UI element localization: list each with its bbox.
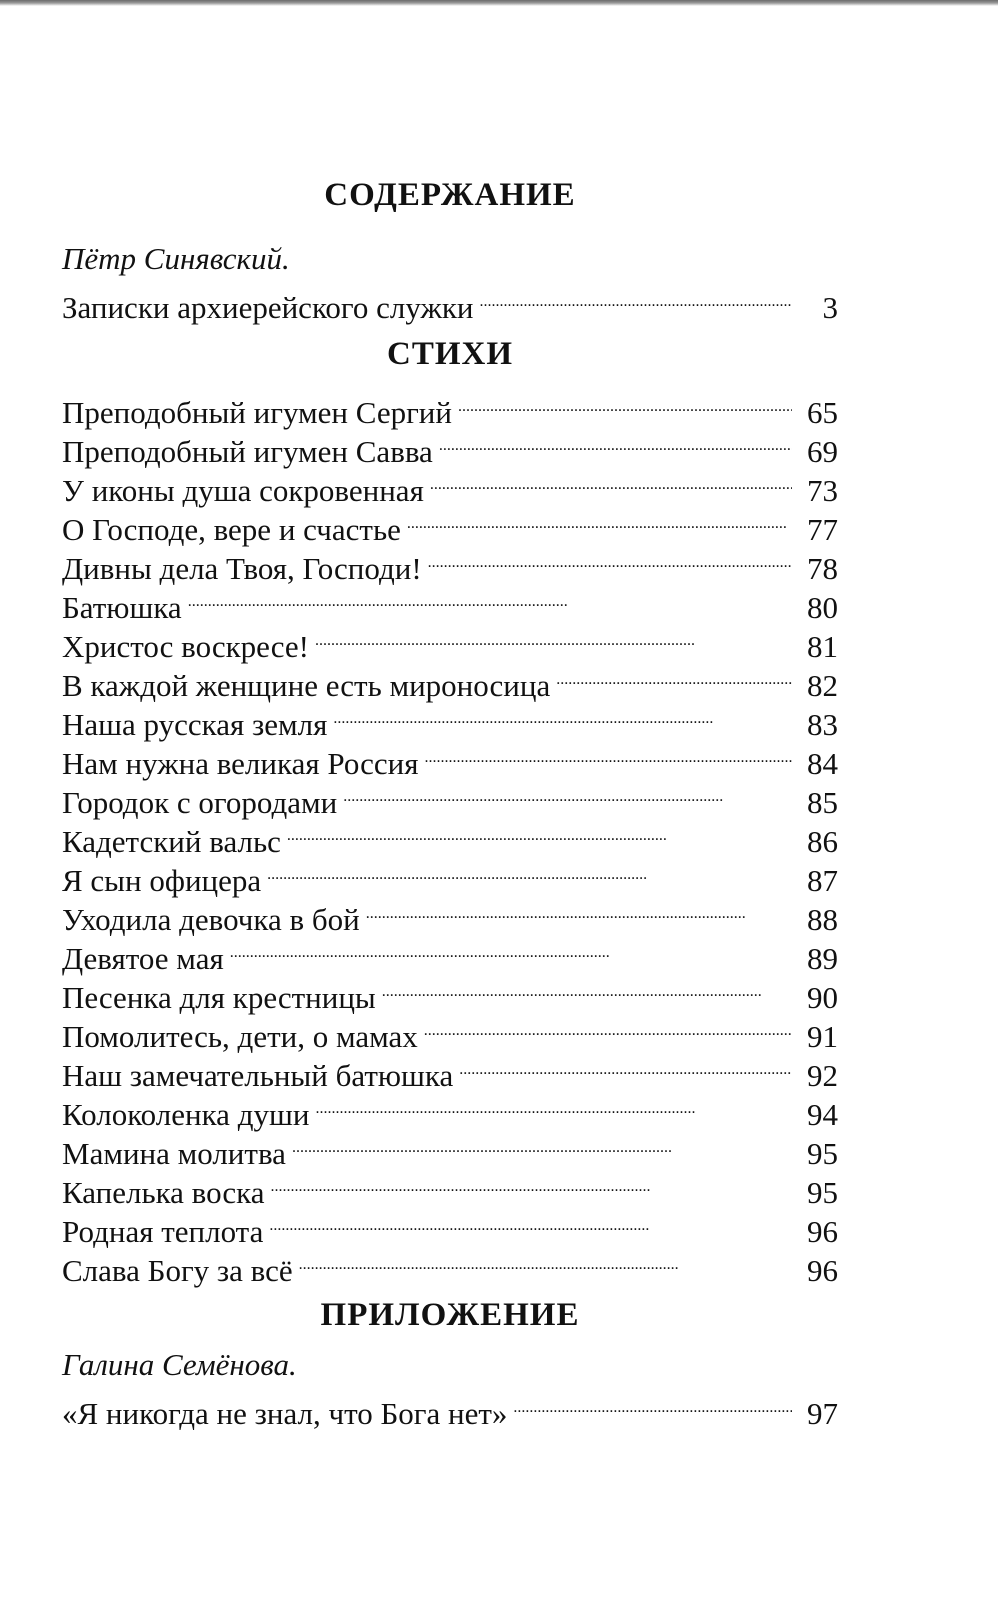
entry-title: Капелька воска (62, 1175, 265, 1210)
entry-page-number: 81 (807, 629, 838, 664)
toc-entry[interactable] (62, 279, 838, 325)
entry-page-number: 83 (807, 707, 838, 742)
entry-title: У иконы душа сокровенная (62, 473, 424, 508)
dot-leader (292, 1125, 792, 1164)
entry-title: Христос воскресе! (62, 629, 309, 664)
dot-leader (343, 774, 792, 813)
dot-leader (513, 1385, 792, 1424)
entry-page-number: 90 (807, 980, 838, 1015)
entry-page-number: 92 (807, 1058, 838, 1093)
entry-title: Записки архиерейского служки (62, 290, 474, 325)
entry-title: Колоколенка души (62, 1097, 310, 1132)
dot-leader (287, 813, 792, 852)
entry-page-number: 96 (807, 1253, 838, 1288)
entry-page-number: 3 (822, 290, 838, 325)
entry-title: Преподобный игумен Савва (62, 434, 433, 469)
entry-page-number: 94 (807, 1097, 838, 1132)
entry-page-number: 96 (807, 1214, 838, 1249)
entry-title: О Господе, вере и счастье (62, 512, 401, 547)
entry-page-number: 80 (807, 590, 838, 625)
dot-leader (430, 462, 792, 501)
entry-title: Преподобный игумен Сергий (62, 395, 452, 430)
entry-page-number: 69 (807, 434, 838, 469)
entry-title: Я сын офицера (62, 863, 262, 898)
entry-page-number: 65 (807, 395, 838, 430)
entry-page-number: 82 (807, 668, 838, 703)
toc-entry[interactable] (62, 1385, 838, 1431)
entry-title: Родная теплота (62, 1214, 264, 1249)
entry-page-number: 77 (807, 512, 838, 547)
entry-page-number: 89 (807, 941, 838, 976)
dot-leader (439, 423, 792, 462)
dot-leader (424, 1008, 792, 1047)
poem-list (62, 384, 838, 1288)
dot-leader (333, 696, 792, 735)
appendix-author: Галина Семёнова. (62, 1347, 297, 1382)
dot-leader (407, 501, 792, 540)
entry-title: Девятое мая (62, 941, 224, 976)
entry-page-number: 78 (807, 551, 838, 586)
toc-entry[interactable] (62, 384, 838, 430)
entry-title: Батюшка (62, 590, 182, 625)
entry-page-number: 73 (807, 473, 838, 508)
entry-page-number: 95 (807, 1175, 838, 1210)
dot-leader (269, 1203, 792, 1242)
dot-leader (188, 579, 792, 618)
entry-title: Наш замечательный батюшка (62, 1058, 454, 1093)
entry-title: «Я никогда не знал, что Бога нет» (62, 1396, 508, 1431)
intro-author: Пётр Синявский. (62, 241, 290, 276)
dot-leader (299, 1242, 792, 1281)
dot-leader (428, 540, 792, 579)
toc-title: СОДЕРЖАНИЕ (324, 177, 576, 213)
dot-leader (315, 1086, 792, 1125)
dot-leader (267, 852, 792, 891)
dot-leader (270, 1164, 792, 1203)
entry-title: Нам нужна великая Россия (62, 746, 419, 781)
scan-top-edge (0, 0, 998, 6)
entry-page-number: 88 (807, 902, 838, 937)
dot-leader (382, 969, 792, 1008)
entry-page-number: 97 (807, 1396, 838, 1431)
dot-leader (315, 618, 792, 657)
dot-leader (366, 891, 792, 930)
dot-leader (480, 279, 792, 318)
entry-title: В каждой женщине есть мироносица (62, 668, 551, 703)
section-heading-appendix: ПРИЛОЖЕНИЕ (320, 1297, 580, 1333)
entry-title: Слава Богу за всё (62, 1253, 293, 1288)
entry-page-number: 91 (807, 1019, 838, 1054)
dot-leader (230, 930, 792, 969)
table-of-contents (62, 175, 838, 1431)
entry-title: Помолитесь, дети, о мамах (62, 1019, 418, 1054)
entry-title: Наша русская земля (62, 707, 328, 742)
entry-title: Кадетский вальс (62, 824, 281, 859)
dot-leader (556, 657, 792, 696)
entry-title: Мамина молитва (62, 1136, 286, 1171)
dot-leader (459, 1047, 792, 1086)
section-heading-poems: СТИХИ (386, 336, 513, 372)
entry-page-number: 86 (807, 824, 838, 859)
entry-page-number: 84 (807, 746, 838, 781)
entry-page-number: 85 (807, 785, 838, 820)
entry-title: Песенка для крестницы (62, 980, 376, 1015)
dot-leader (458, 384, 792, 423)
entry-title: Дивны дела Твоя, Господи! (62, 551, 422, 586)
entry-page-number: 95 (807, 1136, 838, 1171)
entry-title: Городок с огородами (62, 785, 338, 820)
entry-title: Уходила девочка в бой (62, 902, 360, 937)
dot-leader (424, 735, 792, 774)
entry-page-number: 87 (807, 863, 838, 898)
